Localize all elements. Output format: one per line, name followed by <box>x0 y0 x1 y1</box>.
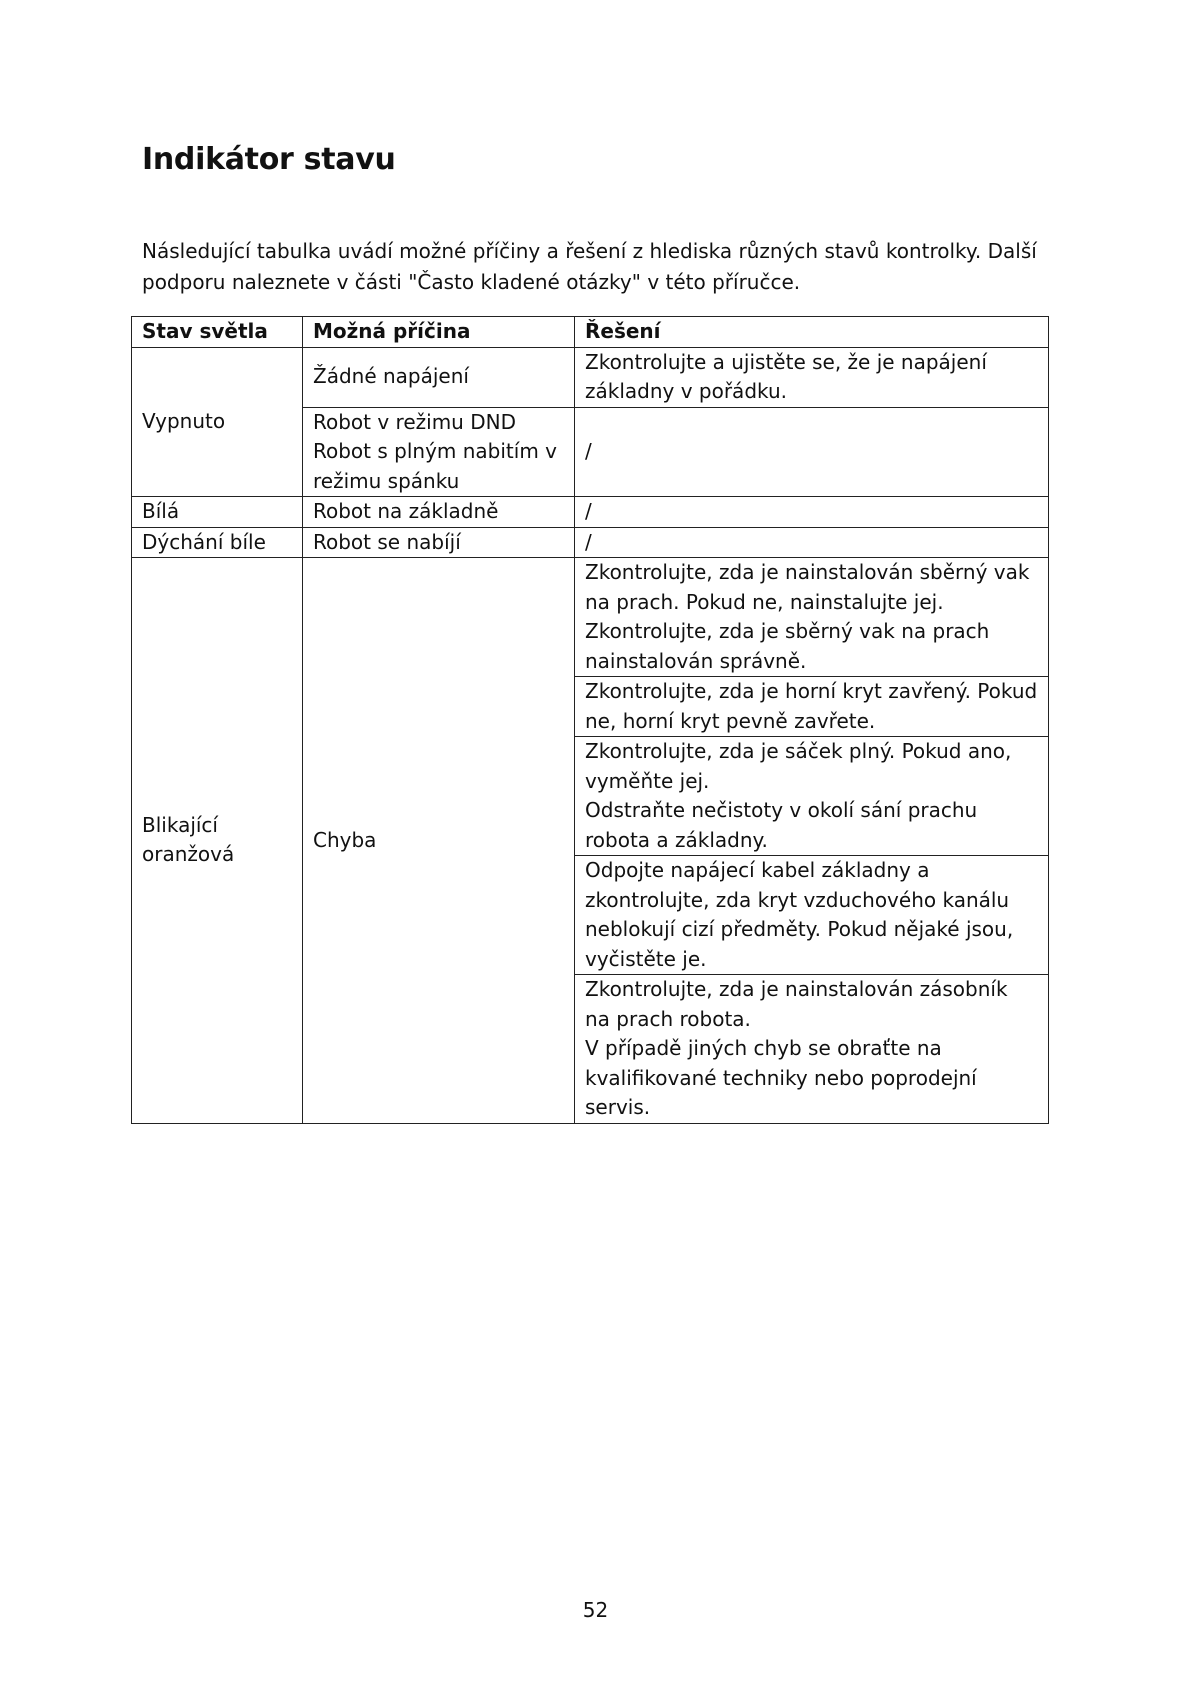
cause-cell: Žádné napájení <box>303 347 575 407</box>
solution-line: Zkontrolujte, zda je sáček plný. Pokud ano, vyměňte jej. <box>585 739 1012 793</box>
cause-cell: Chyba <box>303 558 575 1124</box>
solution-line: V případě jiných chyb se obraťte na kvalifikované techniky nebo poprodejní servis. <box>585 1036 977 1119</box>
solution-cell <box>575 975 1049 1124</box>
state-cell-bila: Bílá <box>132 497 303 528</box>
table-row <box>132 527 1049 558</box>
solution-cell: Zkontrolujte a ujistěte se, že je napájení základny v pořádku. <box>575 347 1049 407</box>
solution-line: Zkontrolujte, zda je nainstalován zásobník na prach robota. <box>585 977 1008 1031</box>
solution-cell <box>575 558 1049 677</box>
status-indicator-table <box>131 316 1049 1124</box>
page-title: Indikátor stavu <box>142 142 396 177</box>
cause-cell: Robot se nabíjí <box>303 527 575 558</box>
table-row <box>132 558 1049 677</box>
state-cell-blikajici <box>132 558 303 1124</box>
solution-line: Odstraňte nečistoty v okolí sání prachu robota a základny. <box>585 798 978 852</box>
header-cause: Možná příčina <box>303 317 575 348</box>
state-line: Blikající <box>142 812 218 837</box>
state-line: oranžová <box>142 842 235 867</box>
solution-cell <box>575 737 1049 856</box>
solution-line: Zkontrolujte, zda je nainstalován sběrný vak na prach. Pokud ne, nainstalujte jej. <box>585 560 1030 614</box>
header-solution: Řešení <box>575 317 1049 348</box>
solution-cell: Zkontrolujte, zda je horní kryt zavřený. Pokud ne, horní kryt pevně zavřete. <box>575 677 1049 737</box>
solution-cell: / <box>575 407 1049 497</box>
solution-line: Zkontrolujte, zda je sběrný vak na prach nainstalován správně. <box>585 619 990 673</box>
page-number: 52 <box>582 1598 609 1622</box>
table-row <box>132 497 1049 528</box>
table-header-row <box>132 317 1049 348</box>
solution-cell: Odpojte napájecí kabel základny a zkontrolujte, zda kryt vzduchového kanálu neblokují cizí předměty. Pokud nějaké jsou, vyčistěte je. <box>575 856 1049 975</box>
state-cell-vypnuto: Vypnuto <box>132 347 303 497</box>
cause-line: Robot v režimu DND <box>313 409 516 434</box>
cause-cell: Robot na základně <box>303 497 575 528</box>
cause-cell <box>303 407 575 497</box>
solution-cell: / <box>575 497 1049 528</box>
state-cell-dychani: Dýchání bíle <box>132 527 303 558</box>
cause-line: Robot s plným nabitím v režimu spánku <box>313 439 558 493</box>
solution-cell: / <box>575 527 1049 558</box>
table-row <box>132 347 1049 407</box>
header-state: Stav světla <box>132 317 303 348</box>
intro-paragraph: Následující tabulka uvádí možné příčiny a řešení z hlediska různých stavů kontrolky. Další podporu naleznete v části "Často kladené otázky" v této příručce. <box>142 239 1037 294</box>
